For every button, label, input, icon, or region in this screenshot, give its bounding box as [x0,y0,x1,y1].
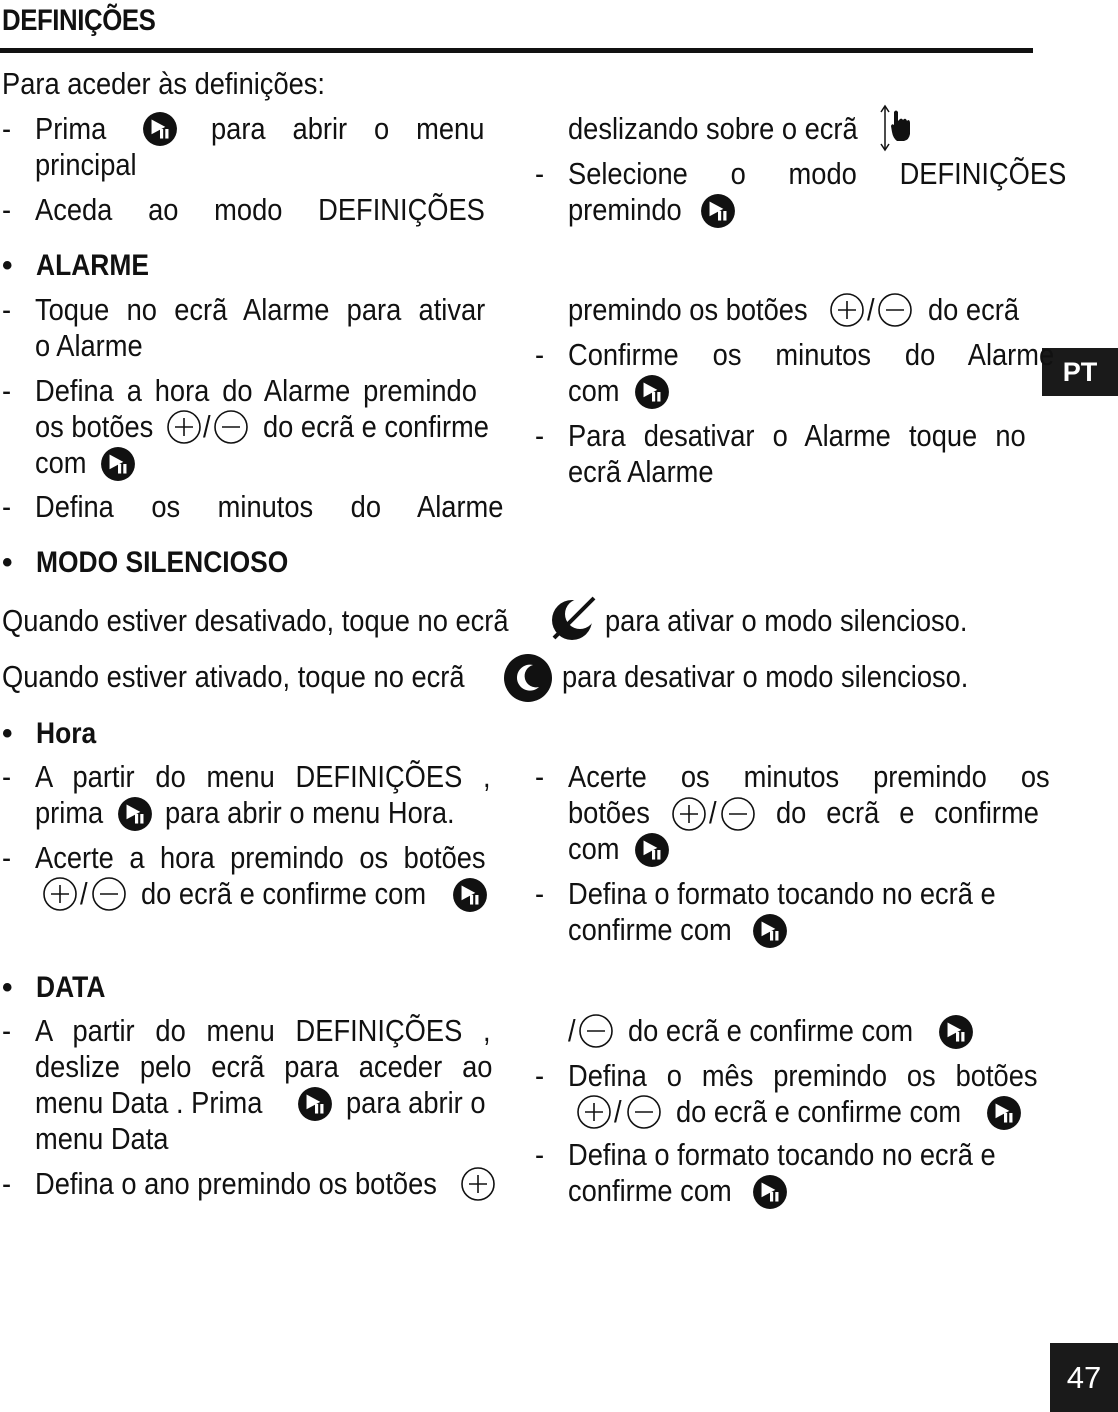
date-step-1b: deslize pelo ecrã para aceder ao [35,1049,493,1084]
minus-circle-icon [91,876,127,912]
play-pause-icon [752,1174,788,1210]
date-step-1e: menu Data [35,1121,169,1156]
alarm-step-2c: do ecrã e confirme [263,409,489,444]
dash: - [2,111,12,146]
dash: - [2,489,12,524]
alarm-right-step-2b: ecrã Alarme [568,454,714,489]
plus-circle-icon [829,292,865,328]
dash: - [535,759,545,794]
intro-right-step-b: premindo [568,192,682,227]
alarm-step-3: Defina os minutos do Alarme [35,489,504,524]
dash: - [2,759,12,794]
plus-circle-icon [576,1094,612,1130]
date-step-1: A partir do menu DEFINIÇÕES , [35,1013,491,1048]
intro-text: Para aceder às definições: [2,66,326,101]
dash: - [2,292,12,327]
play-pause-icon [297,1086,333,1122]
time-right-step-2: Defina o formato tocando no ecrã e [568,876,996,911]
date-step-1c: menu Data . Prima [35,1085,263,1120]
play-pause-icon [100,446,136,482]
date-right-cont: do ecrã e confirme com [628,1013,914,1048]
date-right-step-2b: confirme com [568,1173,732,1208]
plus-circle-icon [671,796,707,832]
dash: - [2,1166,12,1201]
time-right-step-1: Acerte os minutos premindo os [568,759,1050,794]
alarm-step-2b: os botões [35,409,154,444]
play-pause-icon [700,193,736,229]
intro-step-1-c: principal [35,147,137,182]
dash: - [2,373,12,408]
play-pause-icon [986,1095,1022,1131]
date-right-step-2: Defina o formato tocando no ecrã e [568,1137,996,1172]
slash: / [867,292,875,327]
time-step-1: A partir do menu DEFINIÇÕES , [35,759,491,794]
dash: - [535,418,545,453]
minus-circle-icon [213,409,249,445]
time-right-step-2b: confirme com [568,912,732,947]
play-pause-icon [142,111,178,147]
date-step-2: Defina o ano premindo os botões [35,1166,437,1201]
slash: / [614,1094,622,1129]
alarm-right-step-1: Confirme os minutos do Alarme [568,337,1055,372]
time-step-1b: prima [35,795,104,830]
alarm-right-cont: premindo os botões [568,292,808,327]
time-step-2: Acerte a hora premindo os botões [35,840,486,875]
play-pause-icon [938,1014,974,1050]
dash: - [2,1013,12,1048]
silent-line-2b: para desativar o modo silencioso. [562,659,969,694]
play-pause-icon [634,374,670,410]
dash: - [535,1137,545,1172]
slash: / [80,876,88,911]
minus-circle-icon [877,292,913,328]
slash: / [568,1013,576,1048]
title-rule [0,48,1033,53]
dash: - [535,1058,545,1093]
alarm-right-step-2: Para desativar o Alarme toque no [568,418,1026,453]
intro-step-2: Aceda ao modo DEFINIÇÕES [35,192,485,227]
alarm-step-2: Defina a hora do Alarme premindo [35,373,477,408]
alarm-right-step-1b: com [568,373,620,408]
time-right-step-1d: com [568,831,620,866]
slash: / [203,409,211,444]
time-step-2b: do ecrã e confirme com [141,876,427,911]
time-right-step-1c: do ecrã e confirme [776,795,1039,830]
dash: - [2,192,12,227]
play-pause-icon [752,913,788,949]
dash: - [535,876,545,911]
intro-right-cont: deslizando sobre o ecrã [568,111,858,146]
play-pause-icon [117,796,153,832]
intro-step-1-a: Prima [35,111,107,146]
minus-circle-icon [578,1013,614,1049]
intro-right-step: Selecione o modo DEFINIÇÕES [568,156,1067,191]
alarm-step-2d: com [35,445,87,480]
silent-line-2a: Quando estiver ativado, toque no ecrã [2,659,465,694]
dash: - [2,840,12,875]
alarm-step-1b: o Alarme [35,328,143,363]
manual-page: DEFINIÇÕES PT 47 Para aceder às definições: - Prima para abrir o menu principal - Aceda ao modo DEFINIÇÕES deslizando sobre o ecrã - Selecione o modo DEFINIÇÕES premindo • ALARME - Toque no ecrã Alarme para ativar o Alarme - Defina a hora do Alarme premindo os botões / do ecrã e confirme com - Defina os minutos do Alarme premindo os botões / do ecrã - Confirme os minutos do Alarme com - Para desativar o Alarme toque no ecrã Alarme • MODO SILENCIOSO Quando estiver desativado, toque no ecrã para ativar o modo silencioso. Quando estiver ativado, toque no ecrã para desativar o modo silencioso. • Hora - A partir do menu DEFINIÇÕES , prima para abrir o menu Hora. - Acerte a hora premindo os botões / do ecrã e confirme com - Acerte os minutos premindo os botões / do ecrã e confirme com - Defina o formato tocando no ecrã e confirme com • DATA - A partir do menu DEFINIÇÕES , deslize pelo ecrã para aceder ao menu Data . Prima para abrir o menu Data - Defina o ano premindo os botões / do ecrã e confirme com - Defina o mês premindo os botões / do ecrã e confirme com - Defina o formato tocando no ecrã e confirme com [0,0,1118,1412]
page-number: 47 [1050,1343,1118,1412]
date-right-step-1: Defina o mês premindo os botões [568,1058,1038,1093]
plus-circle-icon [42,876,78,912]
silent-line-1b: para ativar o modo silencioso. [605,603,968,638]
page-title: DEFINIÇÕES [2,4,156,37]
time-right-step-1b: botões [568,795,650,830]
minus-circle-icon [720,796,756,832]
swipe-hand-icon [880,104,914,152]
dash: - [535,156,545,191]
date-right-step-1b: do ecrã e confirme com [676,1094,962,1129]
plus-circle-icon [460,1166,496,1202]
play-pause-icon [634,832,670,868]
moon-off-icon [548,594,598,644]
intro-step-1-b: para abrir o menu [211,111,485,146]
minus-circle-icon [626,1094,662,1130]
dash: - [535,337,545,372]
moon-icon [503,653,553,703]
slash: / [709,795,717,830]
time-step-1c: para abrir o menu Hora. [165,795,455,830]
language-tab: PT [1042,348,1118,396]
play-pause-icon [452,877,488,913]
date-step-1d: para abrir o [346,1085,486,1120]
plus-circle-icon [166,409,202,445]
alarm-step-1: Toque no ecrã Alarme para ativar [35,292,486,327]
silent-line-1a: Quando estiver desativado, toque no ecrã [2,603,509,638]
alarm-right-cont-b: do ecrã [928,292,1019,327]
